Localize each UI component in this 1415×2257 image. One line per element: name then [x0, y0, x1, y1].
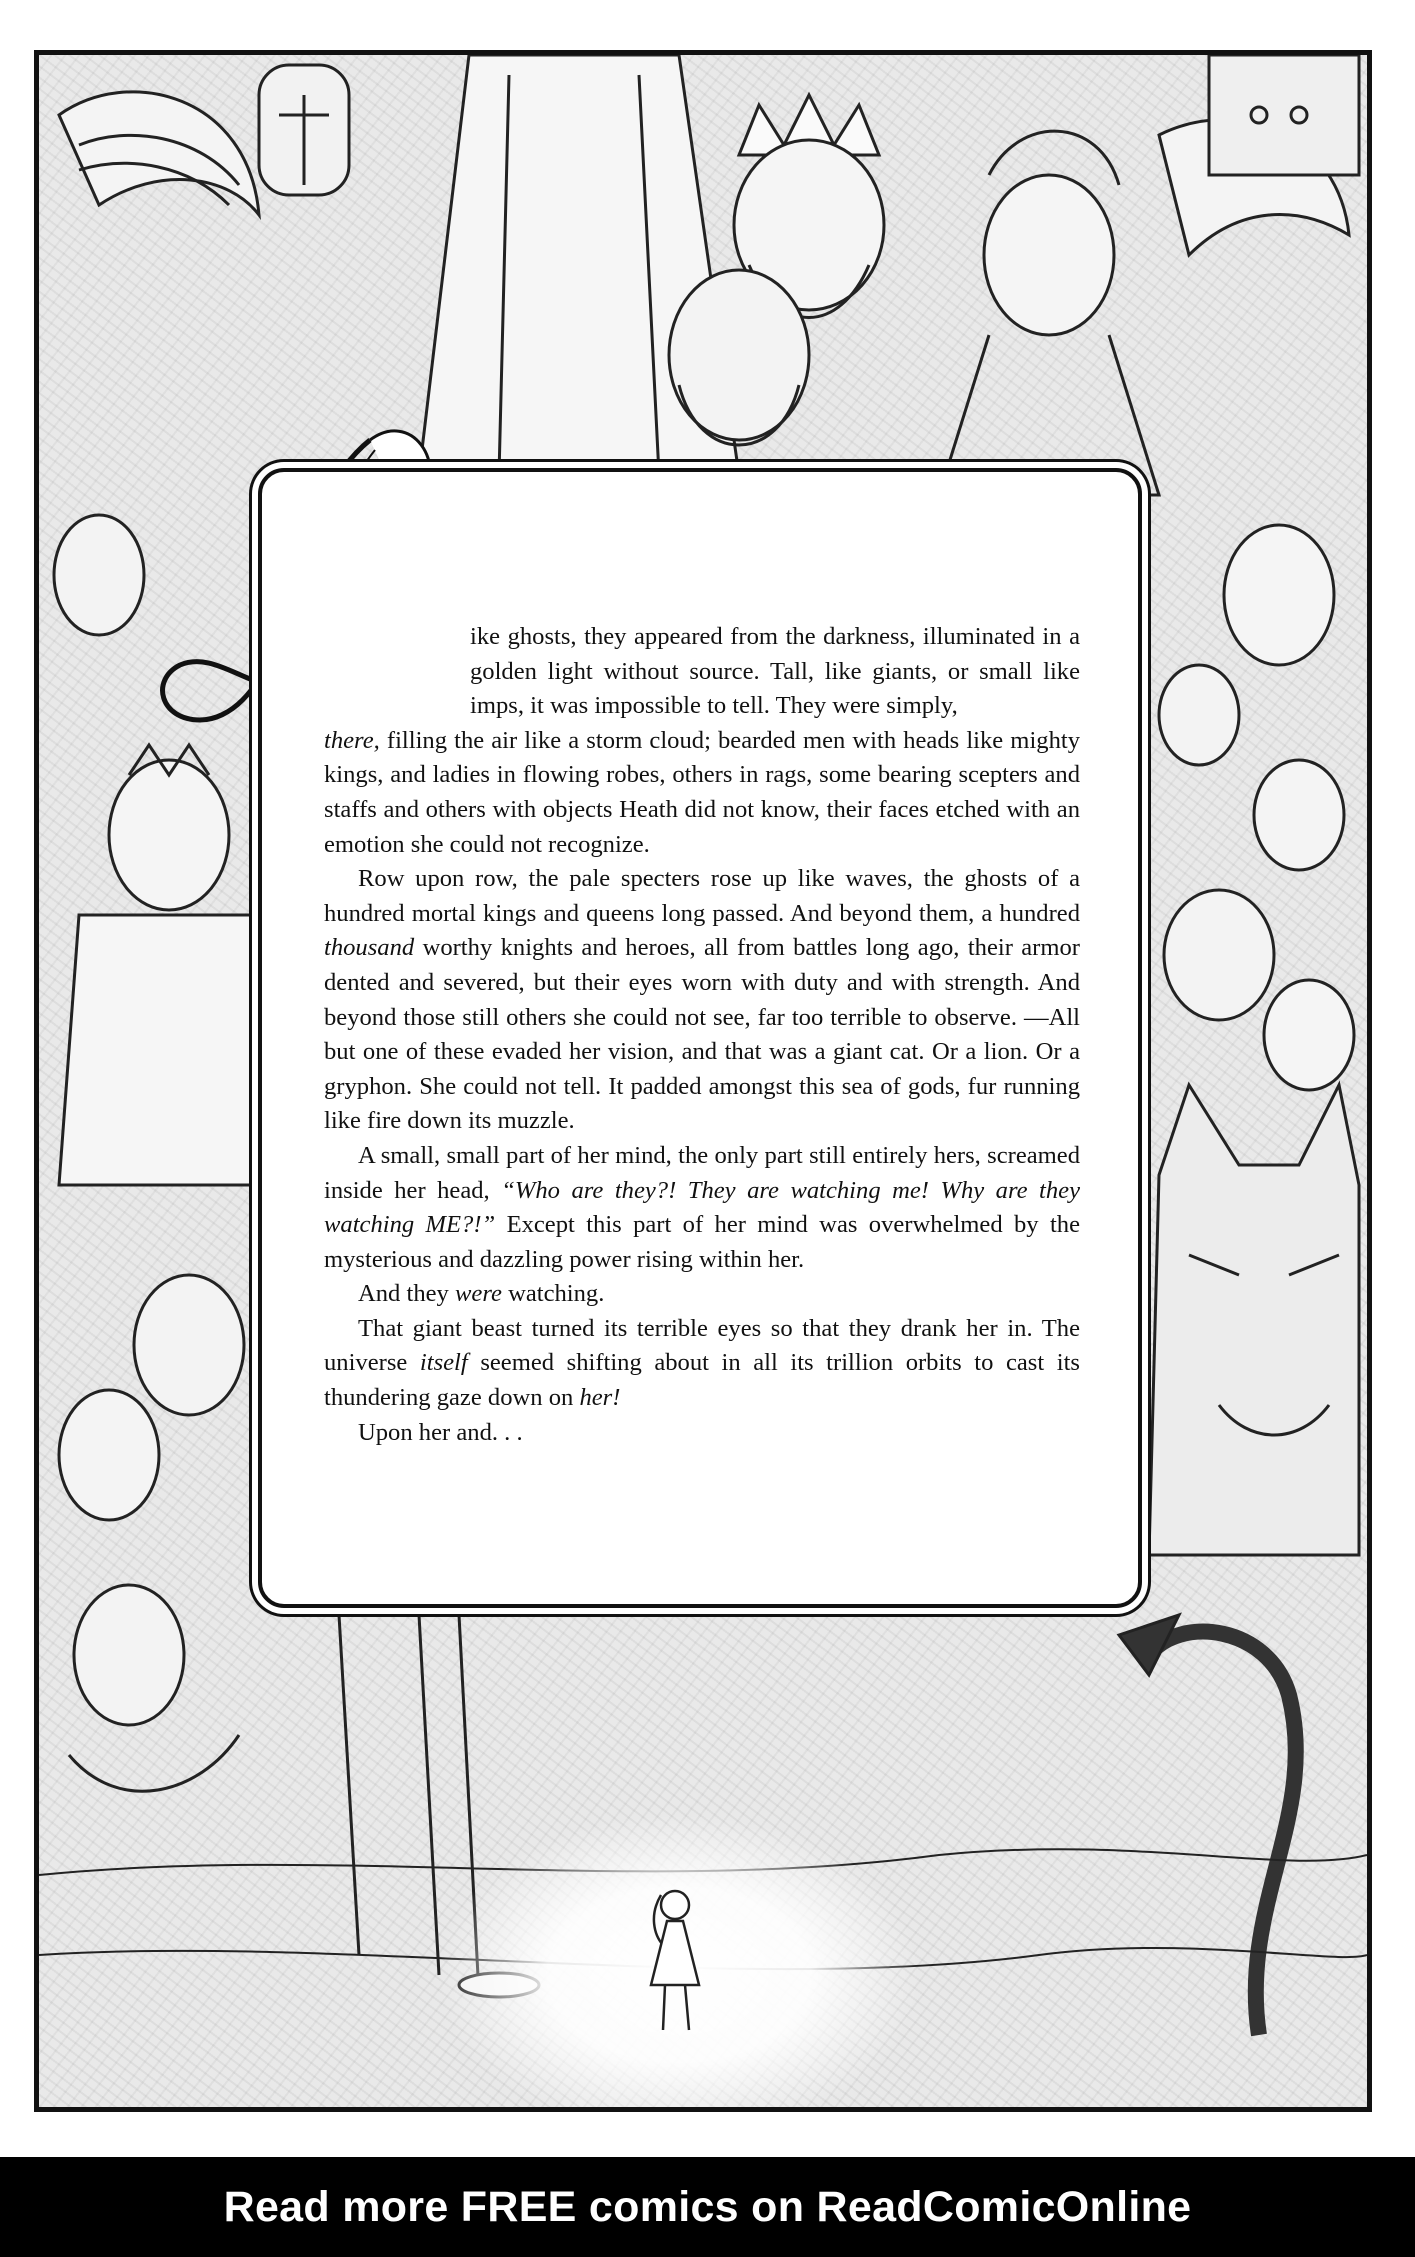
- story-body: [324, 620, 1080, 1450]
- story-text: filling the air like a storm cloud; bearded men with heads like mighty kings, and ladies in flowing robes, others in rags, some bearing scepters and staffs and others with objects Heath did not know, their faces etched with an emotion she could not recognize.: [324, 726, 1080, 858]
- story-paragraph: [324, 1416, 1080, 1451]
- story-emphasis: “Who are they?! They are watching me! Why are they watching ME?!”: [324, 1176, 1080, 1239]
- story-text: worthy knights and heroes, all from battles long ago, their armor dented and severed, but their eyes worn with duty and with strength. And beyond those still others she could not see, far too terrible to observe. —All but one of these evaded her vision, and that was a giant cat. Or a lion. Or a gryphon. She could not tell. It padded amongst this sea of gods, fur running like fire down its muzzle.: [324, 934, 1080, 1135]
- story-paragraph: [324, 862, 1080, 1139]
- story-text: Upon her and. . .: [358, 1418, 523, 1446]
- story-text-panel: [258, 468, 1142, 1608]
- story-emphasis: thousand: [324, 934, 415, 962]
- story-text: ike ghosts, they appeared from the darkness, illuminated in a golden light without source. Tall, like giants, or small like imps, it was impossible to tell. They were simply,: [470, 623, 1080, 720]
- story-text: And they: [358, 1280, 449, 1308]
- story-paragraph: [324, 1277, 1080, 1312]
- story-text: Except this part of her mind was overwhelmed by the mysterious and dazzling power rising within her.: [324, 1211, 1080, 1273]
- story-text: A small, small part of her mind, the only part still entirely hers, screamed inside her head,: [324, 1141, 1080, 1204]
- promo-banner-text[interactable]: Read more FREE comics on ReadComicOnline: [223, 2182, 1192, 2231]
- story-paragraph: [324, 1312, 1080, 1416]
- story-text: watching.: [508, 1280, 605, 1308]
- story-text: seemed shifting about in all its trillion orbits to cast its thundering gaze down on: [324, 1349, 1081, 1412]
- promo-banner[interactable]: [0, 2157, 1415, 2257]
- story-emphasis: were: [455, 1280, 502, 1308]
- story-emphasis: there,: [324, 726, 380, 754]
- story-emphasis: itself: [419, 1349, 468, 1377]
- story-text: Row upon row, the pale specters rose up like waves, the ghosts of a hundred mortal kings and queens long passed. And beyond them, a hundred: [324, 865, 1080, 927]
- story-text: That giant beast turned its terrible eyes so that they drank her in. The universe: [324, 1314, 1080, 1377]
- story-paragraph: [324, 620, 1080, 862]
- story-paragraph: [324, 1139, 1080, 1277]
- story-emphasis: her!: [579, 1384, 621, 1412]
